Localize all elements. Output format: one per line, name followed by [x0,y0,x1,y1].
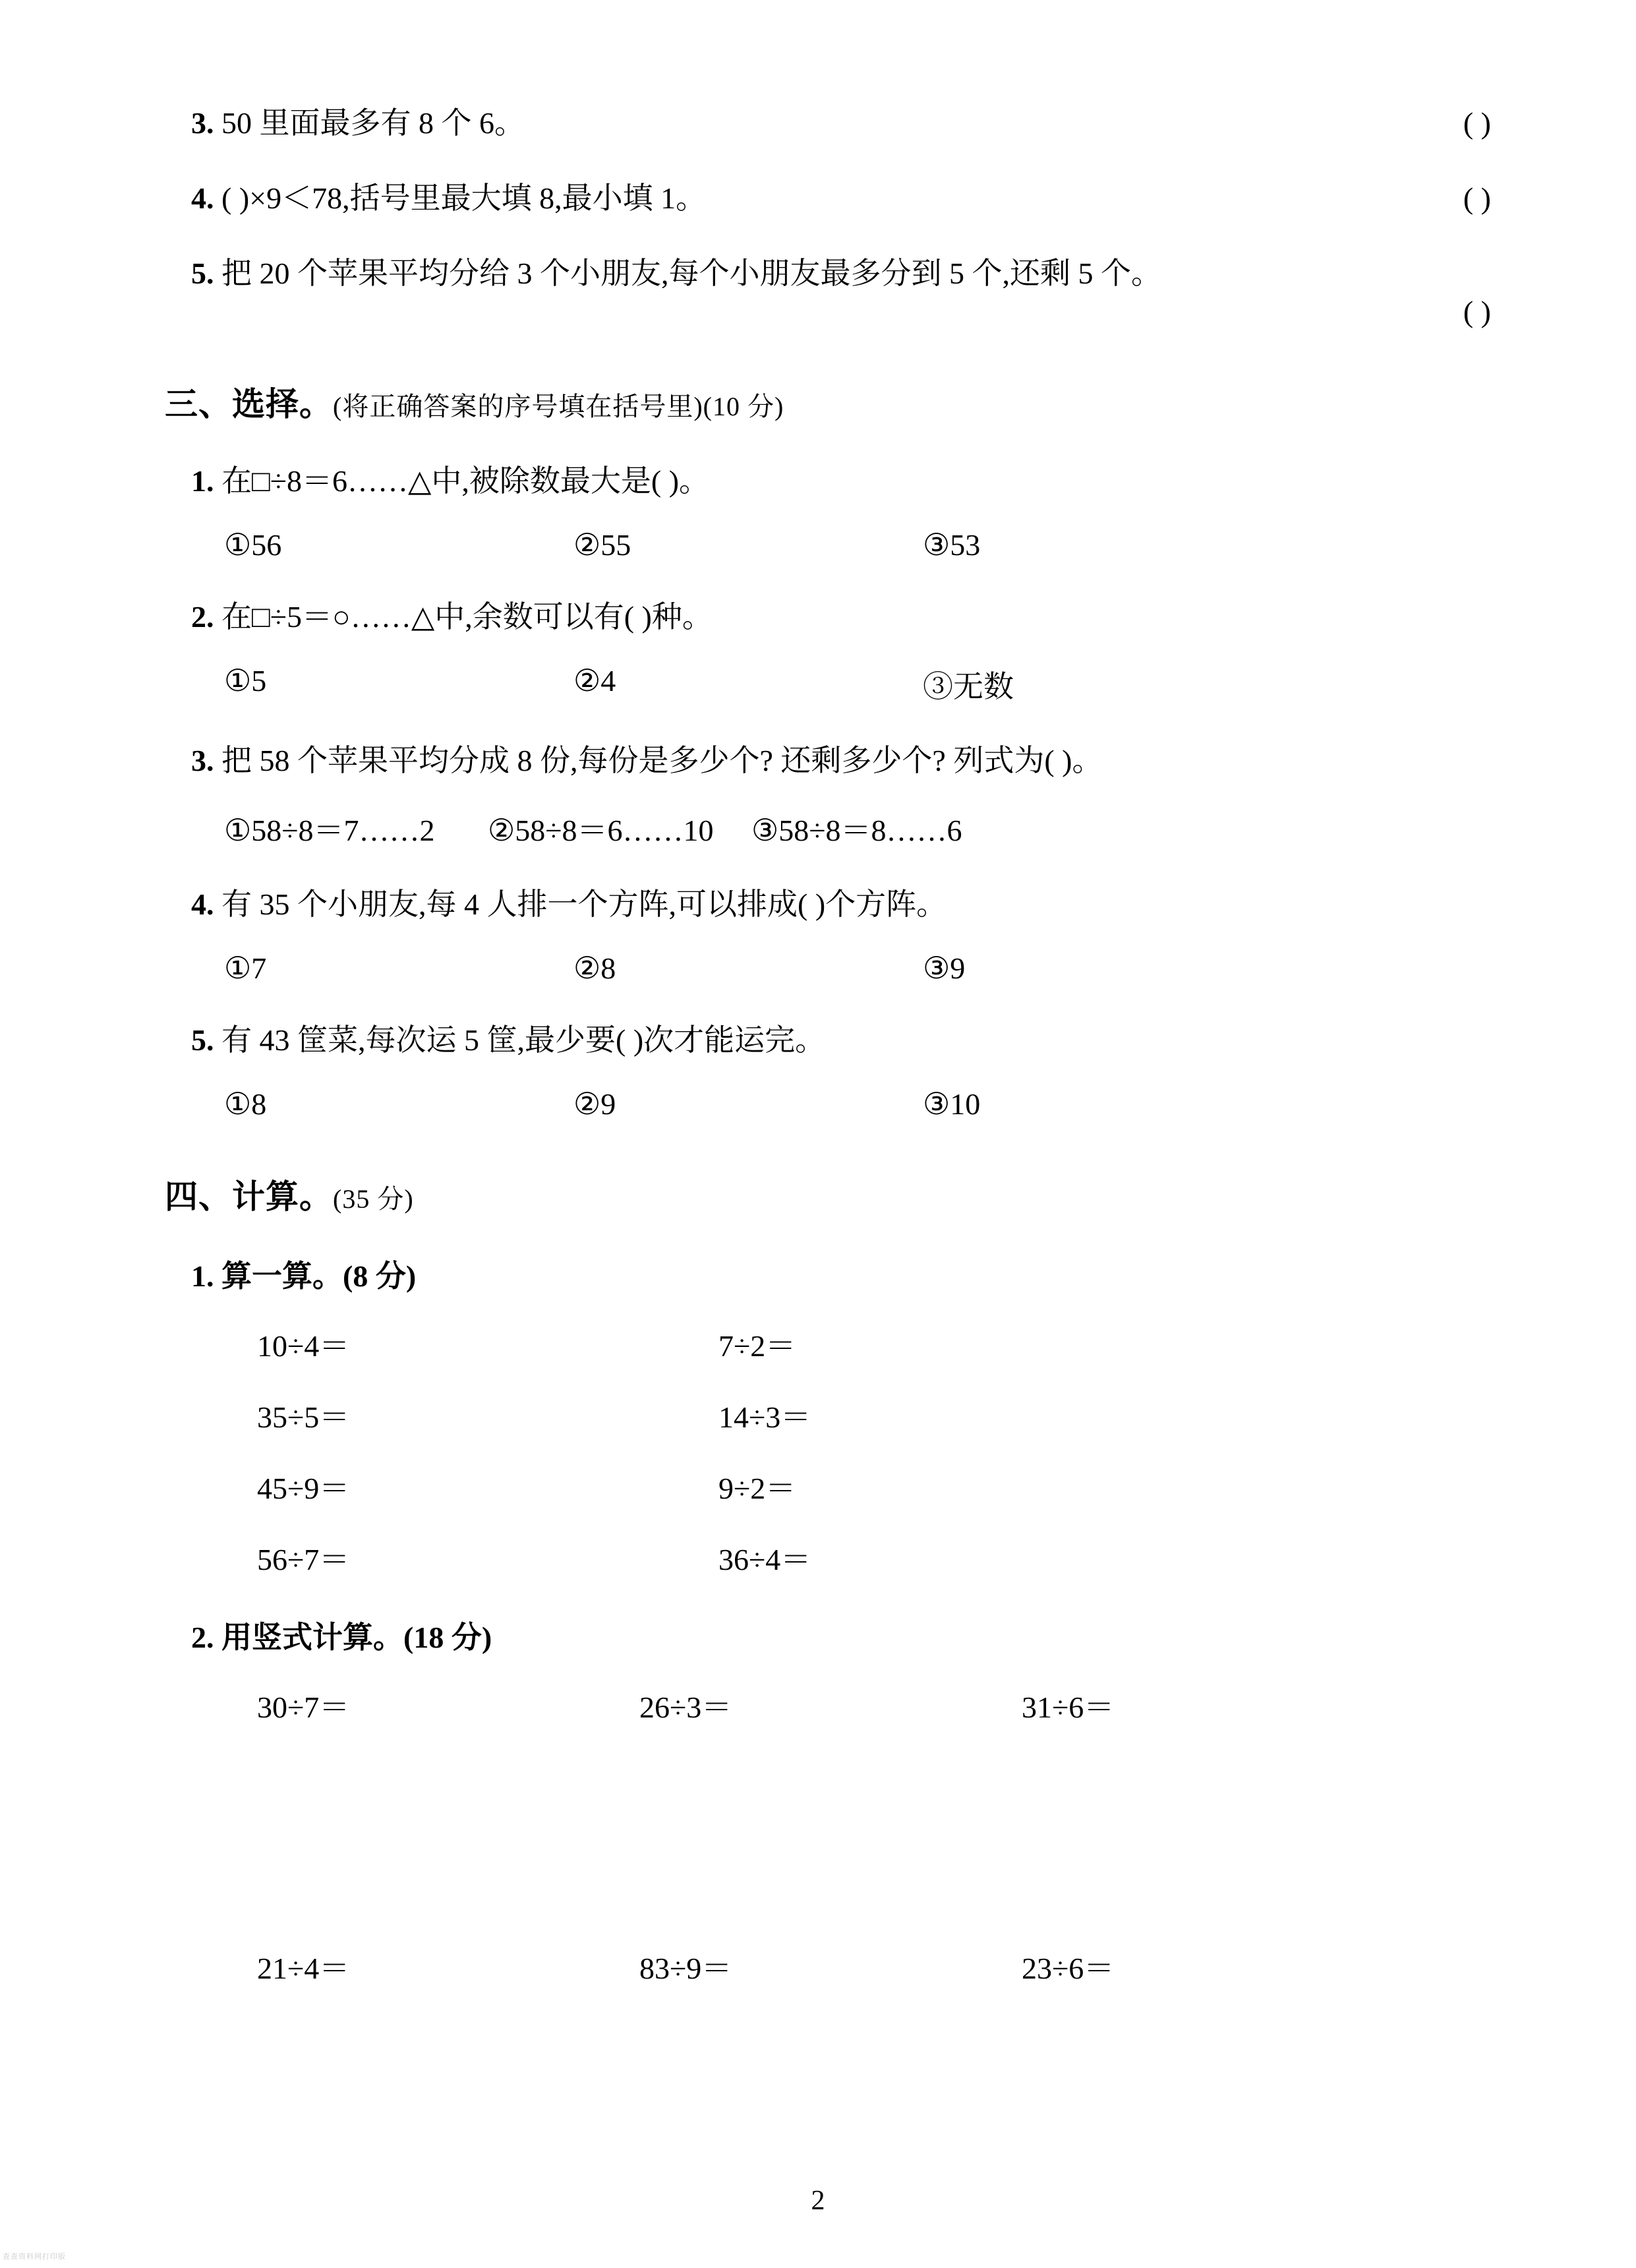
choice-option[interactable]: ③9 [923,951,966,985]
answer-bracket[interactable]: ( ) [1463,106,1491,140]
truefalse-text: 4. ( )×9＜78,括号里最大填 8,最小填 1。 [191,181,707,215]
section-heading-choice: 三、选择。(将正确答案的序号填在括号里)(10 分) [165,386,784,423]
choice-option[interactable]: ③10 [923,1087,981,1121]
calc-expression[interactable]: 45÷9＝ [257,1472,350,1505]
choice-option[interactable]: ②4 [573,664,616,698]
truefalse-item [165,99,1498,142]
answer-bracket[interactable]: ( ) [1463,181,1491,215]
calc-expression[interactable]: 56÷7＝ [257,1543,350,1576]
choice-options [165,663,1498,706]
choice-options [165,950,1498,986]
choice-question: 4. 有 35 个小朋友,每 4 人排一个方阵,可以排成( )个方阵。 [191,887,947,921]
calc-expression[interactable]: 36÷4＝ [718,1543,811,1576]
choice-option[interactable]: ③58÷8＝8……6 [751,814,962,847]
oral-calc-grid [165,1322,1498,1579]
truefalse-item [165,174,1498,218]
answer-bracket[interactable]: ( ) [1463,295,1491,328]
choice-options [165,1086,1498,1121]
choice-option[interactable]: ②58÷8＝6……10 [488,814,714,847]
subsection-vertical-calc: 2. 用竖式计算。(18 分) [191,1621,492,1654]
calc-expression[interactable]: 23÷6＝ [1022,1952,1115,1985]
answer-work-space[interactable] [257,1727,1498,1944]
calc-row [257,1393,1498,1437]
choice-option[interactable]: ③无数 [923,670,1014,703]
calc-row [257,1944,1498,1988]
choice-question: 2. 在□÷5＝○……△中,余数可以有( )种。 [191,600,713,634]
truefalse-item [165,249,1498,293]
choice-option[interactable]: ②8 [573,951,616,985]
choice-option[interactable]: ③53 [923,528,981,562]
choice-options [165,527,1498,562]
choice-options [165,806,1498,850]
vertical-calc-grid [165,1683,1498,1988]
calc-expression[interactable]: 31÷6＝ [1022,1690,1115,1724]
section-heading-calculation: 四、计算。(35 分) [165,1178,414,1215]
calc-row [257,1683,1498,1727]
choice-option[interactable]: ①8 [224,1087,267,1121]
calc-expression[interactable]: 83÷9＝ [639,1952,732,1985]
choice-option[interactable]: ①58÷8＝7……2 [224,814,435,847]
subsection-oral-calc: 1. 算一算。(8 分) [191,1259,417,1293]
watermark: 查查资料网打印版 [3,2253,66,2261]
truefalse-text: 5. 把 20 个苹果平均分给 3 个小朋友,每个小朋友最多分到 5 个,还剩 5 个。 [191,256,1161,290]
choice-option[interactable]: ①7 [224,951,267,985]
page-number: 2 [811,2186,825,2216]
calc-expression[interactable]: 7÷2＝ [718,1329,796,1363]
choice-option[interactable]: ①5 [224,664,267,698]
truefalse-text: 3. 50 里面最多有 8 个 6。 [191,106,525,140]
choice-question: 1. 在□÷8＝6……△中,被除数最大是( )。 [191,464,710,498]
choice-question: 3. 把 58 个苹果平均分成 8 份,每份是多少个? 还剩多少个? 列式为( )。 [191,744,1103,777]
calc-expression[interactable]: 26÷3＝ [639,1690,732,1724]
calc-expression[interactable]: 35÷5＝ [257,1400,350,1434]
choice-option[interactable]: ②9 [573,1087,616,1121]
calc-expression[interactable]: 10÷4＝ [257,1329,350,1363]
calc-expression[interactable]: 21÷4＝ [257,1952,350,1985]
choice-option[interactable]: ①56 [224,528,282,562]
choice-option[interactable]: ②55 [573,528,631,562]
calc-row [257,1322,1498,1365]
calc-expression[interactable]: 9÷2＝ [718,1472,796,1505]
calc-row [257,1536,1498,1579]
calc-expression[interactable]: 14÷3＝ [718,1400,811,1434]
choice-question: 5. 有 43 筐菜,每次运 5 筐,最少要( )次才能运完。 [191,1023,826,1057]
calc-expression[interactable]: 30÷7＝ [257,1690,350,1724]
calc-row [257,1464,1498,1508]
